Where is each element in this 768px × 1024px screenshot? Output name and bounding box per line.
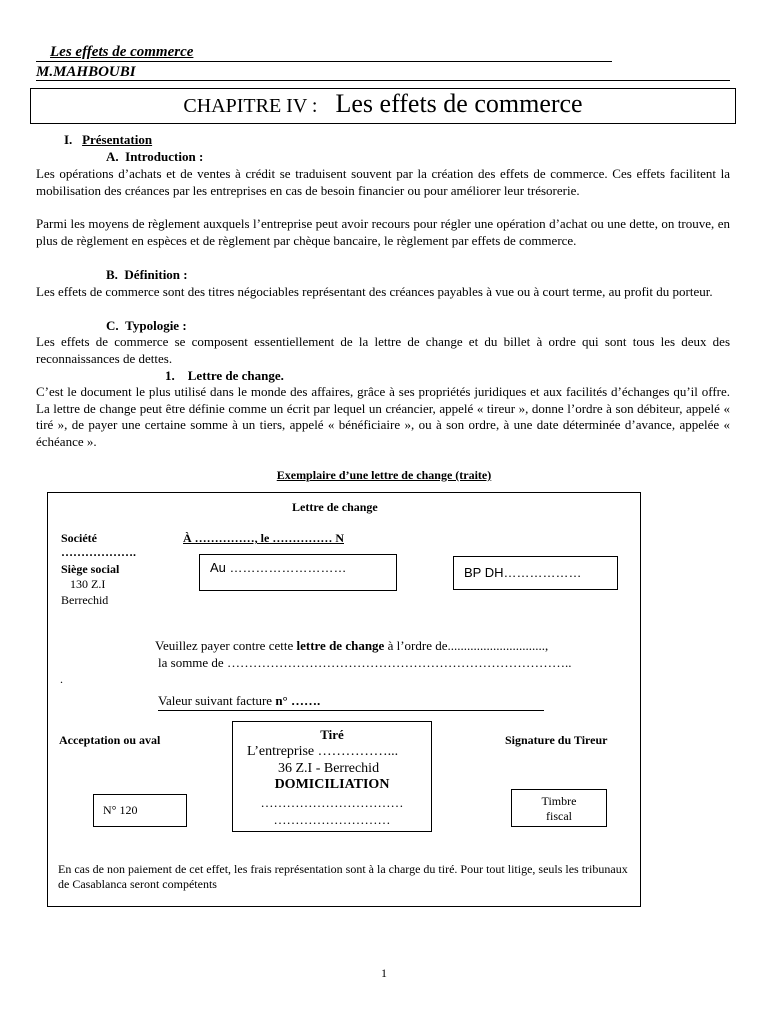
invoice-value-line — [158, 693, 544, 711]
subheading-title: Définition : — [124, 267, 188, 282]
paragraph-lettre-de-change: C’est le document le plus utilisé dans le monde des affaires, grâce à ses propriétés juridiques et aux facilités d’échanges qu’il offre. La lettre de change peut être définie comme un écrit par lequel un créancier, appelé « tireur », donne l’ordre à son débiteur, appelé « tiré », de payer une certaine somme à un tiers, appelé « bénéficiaire », ou à son ordre, à une date déterminée d’avance, appelée « échéance ». — [36, 384, 730, 449]
subheading-label: A. — [106, 149, 119, 164]
chapter-title: Les effets de commerce — [335, 89, 583, 118]
subheading-label: B. — [106, 267, 118, 282]
subheading-lettre-de-change — [165, 368, 284, 385]
signature-label: Signature du Tireur — [505, 733, 608, 747]
domiciliation-dots-2: ……………………… — [273, 812, 391, 827]
header-rule — [36, 61, 612, 62]
tire-box — [232, 721, 432, 832]
example-title: Exemplaire d’une lettre de change (traite) — [276, 468, 492, 482]
paragraph-definition: Les effets de commerce sont des titres négociables représentant des créances payables à vue ou à court terme, au profit du porteur. — [36, 284, 713, 299]
number-box — [93, 794, 187, 827]
form-footer-note: En cas de non paiement de cet effet, les frais représentation sont à la charge du tiré. Pour tout litige, seuls les tribunaux de Casablanca seront compétents — [58, 862, 628, 891]
au-field-text: Au ……………………… — [210, 560, 347, 575]
au-field-box — [199, 554, 397, 591]
subheading-title: Typologie : — [125, 318, 187, 333]
acceptation-label: Acceptation ou aval — [59, 733, 161, 747]
societe-dots: ………………. — [61, 545, 136, 559]
bp-field-box — [453, 556, 618, 590]
paragraph-typologie: Les effets de commerce se composent essentiellement de la lettre de change et du billet à ordre qui sont tous les deux des reconnaissances de dettes. — [36, 334, 730, 366]
section-number: I. — [64, 132, 73, 147]
author-rule — [36, 80, 730, 81]
subheading-label: C. — [106, 318, 119, 333]
section-heading — [64, 132, 152, 149]
siege-address-2: Berrechid — [61, 593, 109, 607]
form-title: Lettre de change — [292, 500, 378, 514]
pay-bold: lettre de change — [296, 638, 385, 653]
chapter-label: CHAPITRE IV : — [183, 95, 318, 117]
domiciliation-dots-1: …………………………… — [260, 795, 404, 810]
bp-field-text: BP DH……………… — [464, 565, 582, 580]
subheading-typologie — [106, 318, 187, 335]
paragraph-introduction-2: Parmi les moyens de règlement auxquels l’entreprise peut avoir recours pour régler une opération d’achat ou une dette, on trouve, en plus de règlement en espèces et de règlement par chèque bancaire, le règlement par effets de commerce. — [36, 216, 730, 248]
section-title: Présentation — [82, 132, 153, 147]
pay-suffix: à l’ordre de.............................., — [384, 638, 549, 653]
invoice-label: Valeur suivant facture — [158, 693, 276, 708]
domiciliation-label: DOMICILIATION — [274, 777, 390, 792]
amount-line — [158, 655, 571, 671]
invoice-number: n° ……. — [275, 693, 321, 708]
stamp-text-1: Timbre — [541, 794, 577, 808]
siege-address-1: 130 Z.I — [70, 577, 106, 591]
stamp-box — [511, 789, 607, 827]
amount-label: la somme de — [158, 655, 227, 670]
author-name: M.MAHBOUBI — [36, 64, 136, 80]
tire-address: 36 Z.I - Berrechid — [278, 761, 380, 776]
pay-prefix: Veuillez payer contre cette — [155, 638, 297, 653]
chapter-title-box — [30, 88, 736, 124]
subheading-label: 1. — [165, 368, 175, 383]
stray-dot: . — [60, 672, 63, 686]
amount-dots: …………………………………………………………………….. — [226, 655, 572, 670]
page-number: 1 — [381, 966, 387, 980]
subheading-title: Lettre de change. — [187, 368, 284, 383]
paragraph-introduction-1: Les opérations d’achats et de ventes à crédit se traduisent souvent par la création des effets de commerce. Ces effets facilitent la mobilisation des créances par les entreprises en cas de besoin financier ou pour améliorer leur trésorerie. — [36, 166, 730, 198]
tire-company: L’entreprise ……………... — [247, 744, 399, 759]
societe-label: Société — [61, 531, 97, 545]
number-text: N° 120 — [103, 803, 138, 817]
stamp-text-2: fiscal — [546, 809, 572, 823]
subheading-definition — [106, 267, 188, 284]
running-title: Les effets de commerce — [50, 44, 194, 60]
pay-order-line — [155, 638, 548, 654]
subheading-introduction — [106, 149, 203, 166]
siege-social-label: Siège social — [61, 562, 120, 576]
tire-title: Tiré — [320, 727, 344, 742]
subheading-title: Introduction : — [125, 149, 204, 164]
place-date-line: À ……………, le …………… N — [183, 531, 344, 545]
